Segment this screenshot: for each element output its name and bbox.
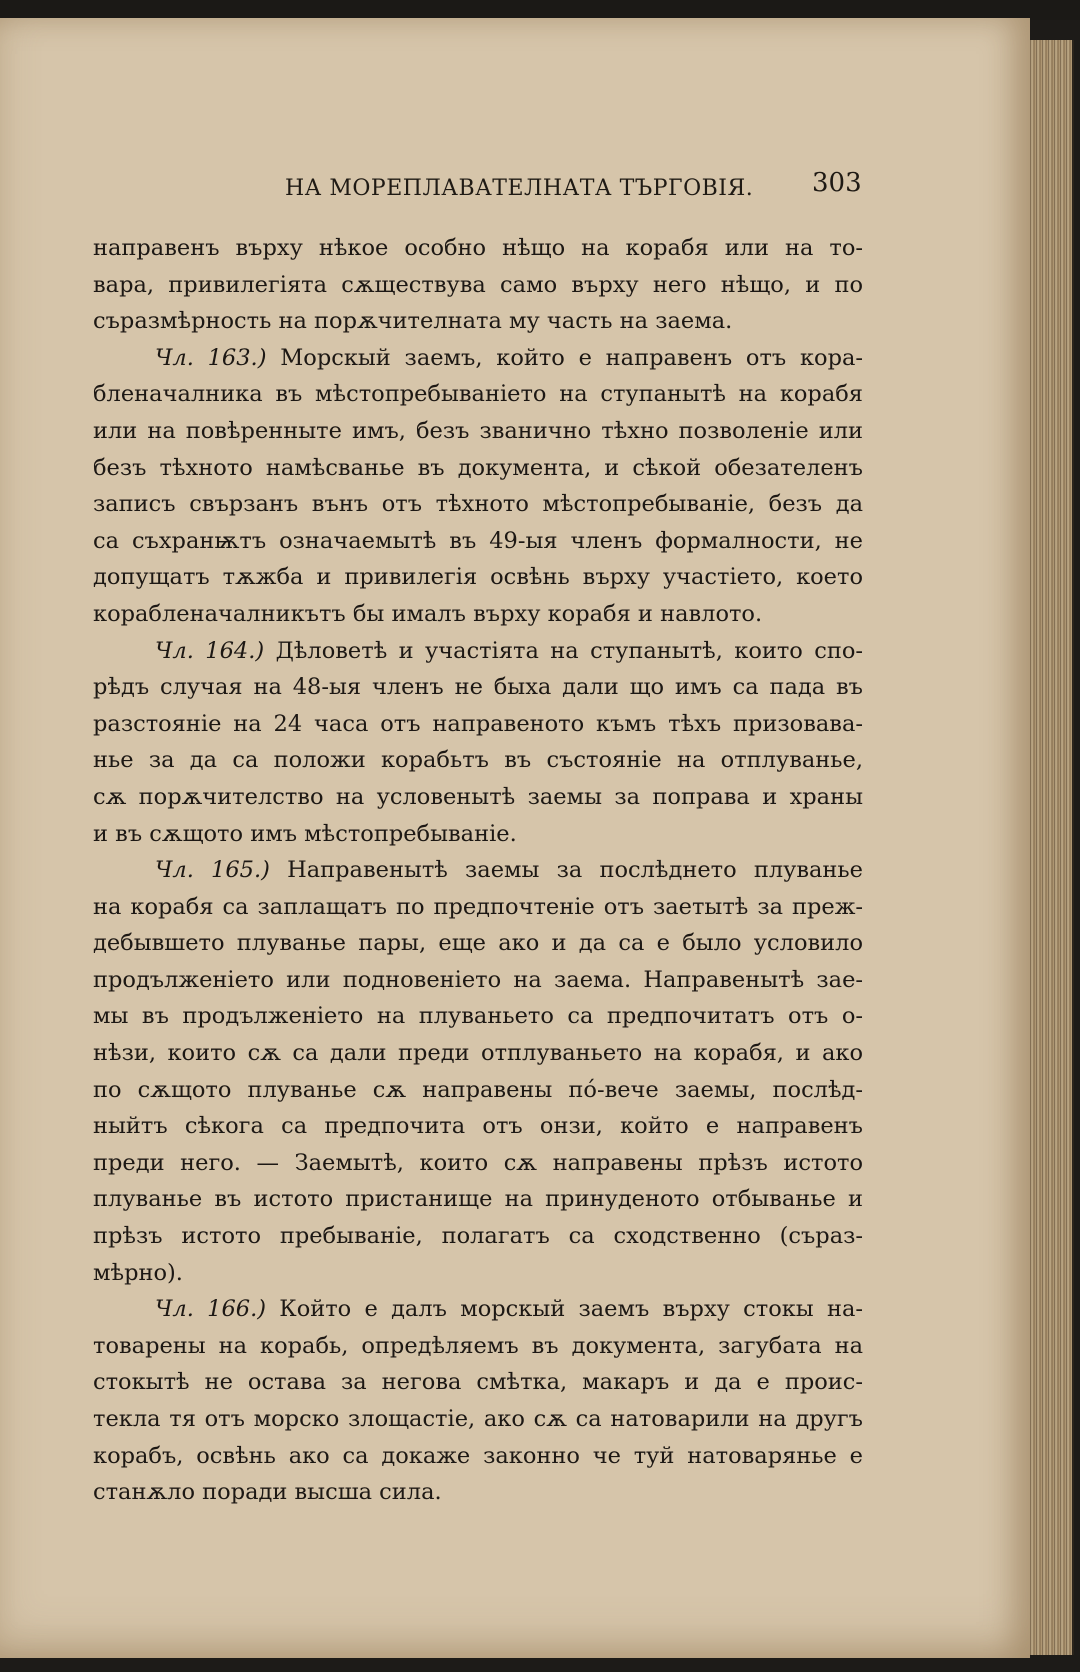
text-fragment: Който е далъ морскый заемъ върху стокы на- (279, 1296, 863, 1323)
text-line: безъ тѣхното намѣсванье въ документа, и сѣкой обезателенъ (93, 454, 863, 481)
text-line: прѣзъ истото пребываніе, полагатъ са сходственно (съраз- (93, 1223, 863, 1250)
text-line: корабленачалникътъ бы ималъ върху корабя и навлото. (93, 600, 763, 627)
text-line: записъ свързанъ вънъ отъ тѣхното мѣстопребываніе, безъ да (93, 491, 863, 518)
scan-top-band (0, 0, 1080, 20)
text-line: направенъ върху нѣкое особно нѣщо на корабя или на то- (93, 235, 863, 261)
article-number: Чл. 165.) (155, 857, 270, 884)
article-164 (93, 633, 863, 853)
text-fragment: Направенытѣ заемы за послѣднето плуванье (287, 857, 863, 884)
text-line: станѫло поради высша сила. (93, 1479, 442, 1506)
text-line: сѫ порѫчителство на условенытѣ заемы за поправа и храны (93, 783, 863, 810)
text-line: плуванье въ истото пристанище на принуденото отбыванье и (93, 1186, 863, 1213)
body-text (93, 230, 863, 1511)
text-line: и въ сѫщото имъ мѣстопребываніе. (93, 820, 517, 847)
text-line: продълженіето или подновеніето на заема. Направенытѣ зае- (93, 966, 863, 993)
text-line: нье за да са положи корабьтъ въ състояніе на отплуванье, (93, 747, 863, 774)
text-line: по сѫщото плуванье сѫ направены по́-вече заемы, послѣд- (93, 1076, 863, 1103)
text-line: стокытѣ не остава за негова смѣтка, макаръ и да е проис- (93, 1369, 863, 1396)
text-line: текла тя отъ морско злощастіе, ако сѫ са натоварили на другъ (93, 1406, 863, 1432)
article-163 (93, 340, 863, 633)
text-fragment: Морскый заемъ, който е направенъ отъ кора- (280, 344, 863, 371)
text-line: дебывшето плуванье пары, еще ако и да са е было условило (93, 930, 863, 957)
text-line: съразмѣрность на порѫчителната му часть на заема. (93, 308, 733, 335)
article-number: Чл. 163.) (155, 344, 267, 371)
text-line: бленачалника въ мѣстопребываніето на ступанытѣ на корабя (93, 381, 863, 408)
text-line (93, 340, 863, 377)
text-line: ныйтъ сѣкога са предпочита отъ онзи, който е направенъ (93, 1113, 863, 1140)
text-line (93, 633, 863, 670)
text-line: преди него. — Заемытѣ, които сѫ направены прѣзъ истото (93, 1149, 863, 1176)
page-header (0, 168, 1030, 208)
text-line: мѣрно). (93, 1259, 183, 1286)
text-fragment: Дѣловетѣ и участіята на ступанытѣ, които спо- (275, 637, 864, 664)
text-line: нѣзи, които сѫ са дали преди отплуваньето на корабя, и ако (93, 1040, 863, 1067)
text-line: на корабя са заплащатъ по предпочтеніе отъ заетытѣ за преж- (93, 893, 863, 920)
book-page-edges (1030, 40, 1074, 1655)
text-line: са съхранѭтъ означаемытѣ въ 49-ыя членъ формалности, не (93, 527, 863, 554)
article-166 (93, 1291, 863, 1511)
article-number: Чл. 166.) (155, 1296, 267, 1323)
text-line: разстояніе на 24 часа отъ направеното къмъ тѣхъ призовава- (93, 710, 863, 737)
text-line (93, 1291, 863, 1328)
text-line: корабъ, освѣнь ако са докаже законно че туй натоваряньe е (93, 1442, 863, 1469)
running-title: НА МОРЕПЛАВАТЕЛНАТА ТЪРГОВІЯ. (285, 176, 754, 201)
page-number: 303 (812, 168, 862, 198)
text-line: товарены на корабь, опредѣляемъ въ документа, загубата на (93, 1332, 863, 1359)
paragraph-continuation (93, 230, 863, 340)
text-line: допущатъ тѫжба и привилегія освѣнь върху участіето, което (93, 564, 863, 591)
article-number: Чл. 164.) (155, 637, 265, 664)
text-line: рѣдъ случая на 48-ыя членъ не быха дали що имъ са пада въ (93, 674, 863, 701)
text-line: вара, привилегіята сѫществува само върху него нѣщо, и по (93, 271, 863, 298)
text-line: или на повѣренныте имъ, безъ званично тѣхно позволеніе или (93, 417, 863, 444)
text-line: мы въ продълженіето на плуваньето са предпочитатъ отъ о- (93, 1003, 863, 1030)
book-page (0, 18, 1030, 1658)
article-165 (93, 852, 863, 1291)
text-line (93, 852, 863, 889)
